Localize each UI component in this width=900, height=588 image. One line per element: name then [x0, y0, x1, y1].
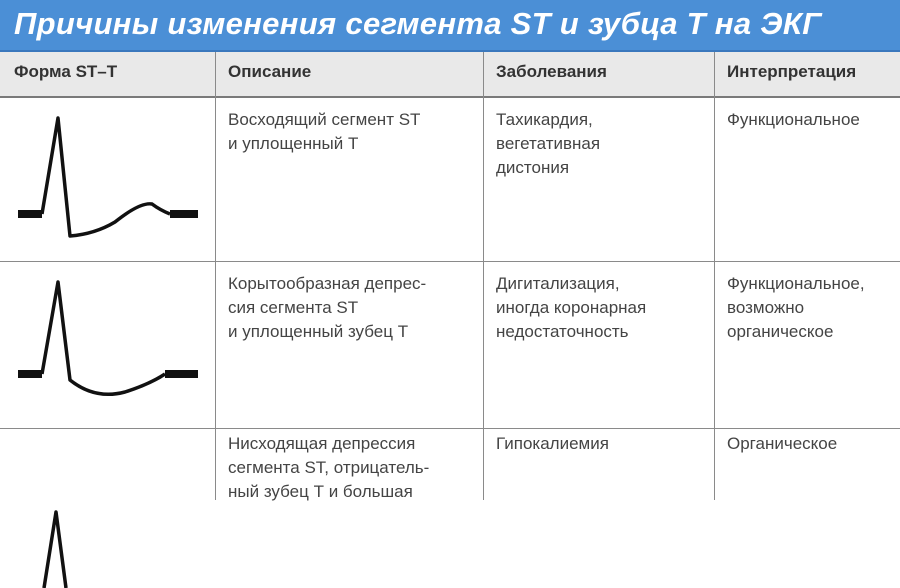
header-interpretation: Интерпретация [727, 62, 857, 81]
ecg-waveform-descending-st [0, 428, 215, 588]
row-3-description: Нисходящая депрессия сегмента ST, отрицатель- ный зубец Т и большая [228, 434, 430, 501]
row-1-diseases: Тахикардия, вегетативная дистония [496, 110, 601, 177]
header-description: Описание [228, 62, 312, 81]
row-2-diseases: Дигитализация, иногда коронарная недостаточность [496, 274, 647, 341]
column-divider [714, 52, 715, 500]
row-3-diseases: Гипокалиемия [496, 434, 609, 453]
table-header [0, 52, 900, 98]
row-1-description: Восходящий сегмент ST и уплощенный Т [228, 110, 421, 153]
ecg-waveform-ascending-st [0, 104, 215, 264]
page-title: Причины изменения сегмента ST и зубца T на ЭКГ [14, 6, 822, 41]
row-2-interpretation: Функциональное, возможно органическое [727, 274, 865, 341]
row-1-interpretation: Функциональное [727, 110, 860, 129]
title-bar [0, 0, 900, 52]
header-diseases: Заболевания [496, 62, 607, 81]
column-divider [215, 52, 216, 500]
row-3-interpretation: Органическое [727, 434, 838, 453]
column-divider [483, 52, 484, 500]
ecg-waveform-trough-st [0, 262, 215, 422]
row-2-description: Корытообразная депрес- сия сегмента ST и уплощенный зубец Т [228, 274, 427, 341]
header-form: Форма ST–T [14, 62, 118, 81]
ecg-table [0, 52, 900, 500]
